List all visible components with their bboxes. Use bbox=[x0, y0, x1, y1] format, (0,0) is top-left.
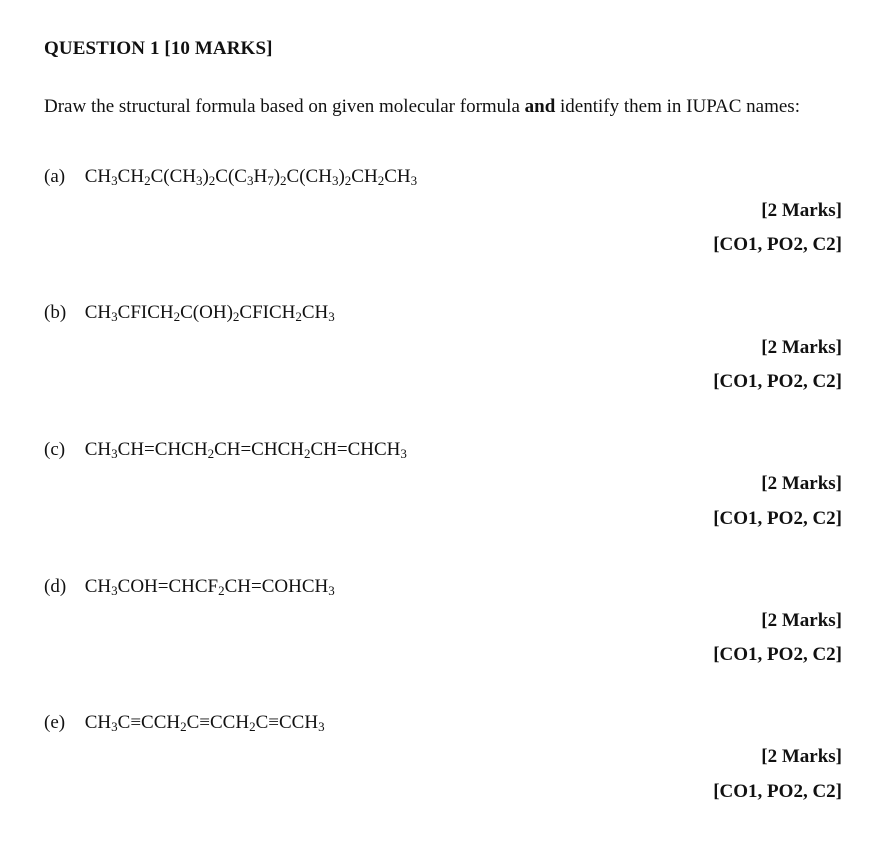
formula-subscript: 7 bbox=[267, 173, 274, 188]
formula-segment: CFICH bbox=[117, 302, 174, 323]
question-c-label: (c) bbox=[44, 439, 66, 460]
formula-segment: CH=CHCH bbox=[310, 439, 401, 460]
question-b-co: [CO1, PO2, C2] bbox=[713, 371, 842, 392]
formula-segment: ) bbox=[338, 166, 345, 187]
formula-segment: CH bbox=[384, 166, 411, 187]
formula-segment: CH bbox=[84, 576, 112, 597]
instructions-part-2: identify them in IUPAC names: bbox=[555, 96, 800, 117]
formula-subscript: 2 bbox=[344, 173, 352, 188]
formula-segment: ) bbox=[273, 166, 281, 187]
question-c-chem bbox=[85, 439, 407, 460]
formula-segment: C(OH) bbox=[180, 302, 233, 323]
question-e-co: [CO1, PO2, C2] bbox=[713, 781, 842, 802]
formula-subscript: 2 bbox=[144, 173, 151, 188]
question-e-formula bbox=[44, 712, 325, 734]
formula-segment: CH bbox=[301, 302, 329, 323]
formula-subscript: 3 bbox=[400, 446, 407, 461]
formula-subscript: 2 bbox=[295, 309, 302, 324]
formula-subscript: 3 bbox=[111, 583, 118, 598]
formula-subscript: 3 bbox=[318, 719, 325, 734]
formula-segment: C≡CCH bbox=[117, 712, 181, 733]
question-d-chem bbox=[85, 576, 335, 597]
formula-segment: CH bbox=[351, 166, 378, 187]
formula-subscript: 3 bbox=[328, 583, 335, 598]
question-d-marks: [2 Marks] bbox=[761, 610, 842, 631]
formula-subscript: 3 bbox=[111, 173, 118, 188]
formula-segment: ) bbox=[202, 166, 209, 187]
question-b-marks: [2 Marks] bbox=[761, 337, 842, 358]
instructions-bold-and: and bbox=[524, 96, 556, 117]
formula-segment: CFICH bbox=[239, 302, 296, 323]
question-title: QUESTION 1 [10 MARKS] bbox=[44, 38, 273, 59]
formula-subscript: 2 bbox=[249, 719, 256, 734]
formula-segment: CH bbox=[117, 166, 145, 187]
formula-subscript: 3 bbox=[410, 173, 418, 188]
question-b-formula bbox=[44, 302, 335, 324]
formula-subscript: 2 bbox=[377, 173, 385, 188]
question-c-formula bbox=[44, 439, 407, 461]
formula-segment: H bbox=[253, 166, 268, 187]
formula-subscript: 2 bbox=[208, 173, 216, 188]
formula-subscript: 3 bbox=[328, 309, 335, 324]
question-c-co: [CO1, PO2, C2] bbox=[713, 508, 842, 529]
question-c-marks: [2 Marks] bbox=[761, 473, 842, 494]
formula-segment: CH bbox=[84, 166, 112, 187]
formula-subscript: 3 bbox=[331, 173, 339, 188]
formula-subscript: 3 bbox=[111, 719, 118, 734]
question-d-label: (d) bbox=[44, 576, 67, 597]
formula-subscript: 3 bbox=[111, 309, 118, 324]
question-e-marks: [2 Marks] bbox=[761, 746, 842, 767]
question-a-co: [CO1, PO2, C2] bbox=[713, 234, 842, 255]
formula-subscript: 2 bbox=[303, 446, 311, 461]
formula-segment: C≡CCH bbox=[255, 712, 319, 733]
question-e-label: (e) bbox=[44, 712, 66, 733]
formula-subscript: 2 bbox=[180, 719, 187, 734]
formula-segment: CH=CHCH bbox=[117, 439, 208, 460]
formula-subscript: 3 bbox=[195, 173, 203, 188]
question-d-formula bbox=[44, 576, 335, 598]
formula-segment: CH=CHCH bbox=[214, 439, 304, 460]
question-e-chem bbox=[85, 712, 325, 733]
formula-segment: C(C bbox=[215, 166, 247, 187]
formula-segment: CH bbox=[84, 439, 112, 460]
question-a-formula bbox=[44, 166, 417, 188]
question-d-co: [CO1, PO2, C2] bbox=[713, 644, 842, 665]
formula-segment: C(CH bbox=[286, 166, 332, 187]
question-a-label: (a) bbox=[44, 166, 66, 187]
instructions-part-1: Draw the structural formula based on given molecular formula bbox=[44, 96, 525, 117]
formula-subscript: 3 bbox=[111, 446, 118, 461]
formula-subscript: 2 bbox=[280, 173, 287, 188]
formula-segment: CH=COHCH bbox=[224, 576, 329, 597]
question-a-chem bbox=[85, 166, 417, 187]
question-a-marks: [2 Marks] bbox=[761, 200, 842, 221]
formula-segment: C(CH bbox=[150, 166, 196, 187]
formula-subscript: 3 bbox=[246, 173, 254, 188]
formula-segment: C≡CCH bbox=[186, 712, 250, 733]
formula-segment: COH=CHCF bbox=[117, 576, 219, 597]
instructions-text bbox=[44, 96, 800, 118]
formula-subscript: 2 bbox=[232, 309, 240, 324]
formula-subscript: 2 bbox=[173, 309, 181, 324]
formula-subscript: 2 bbox=[218, 583, 225, 598]
question-b-label: (b) bbox=[44, 302, 67, 323]
formula-segment: CH bbox=[84, 302, 112, 323]
formula-subscript: 2 bbox=[207, 446, 215, 461]
question-b-chem bbox=[85, 302, 335, 323]
formula-segment: CH bbox=[84, 712, 112, 733]
